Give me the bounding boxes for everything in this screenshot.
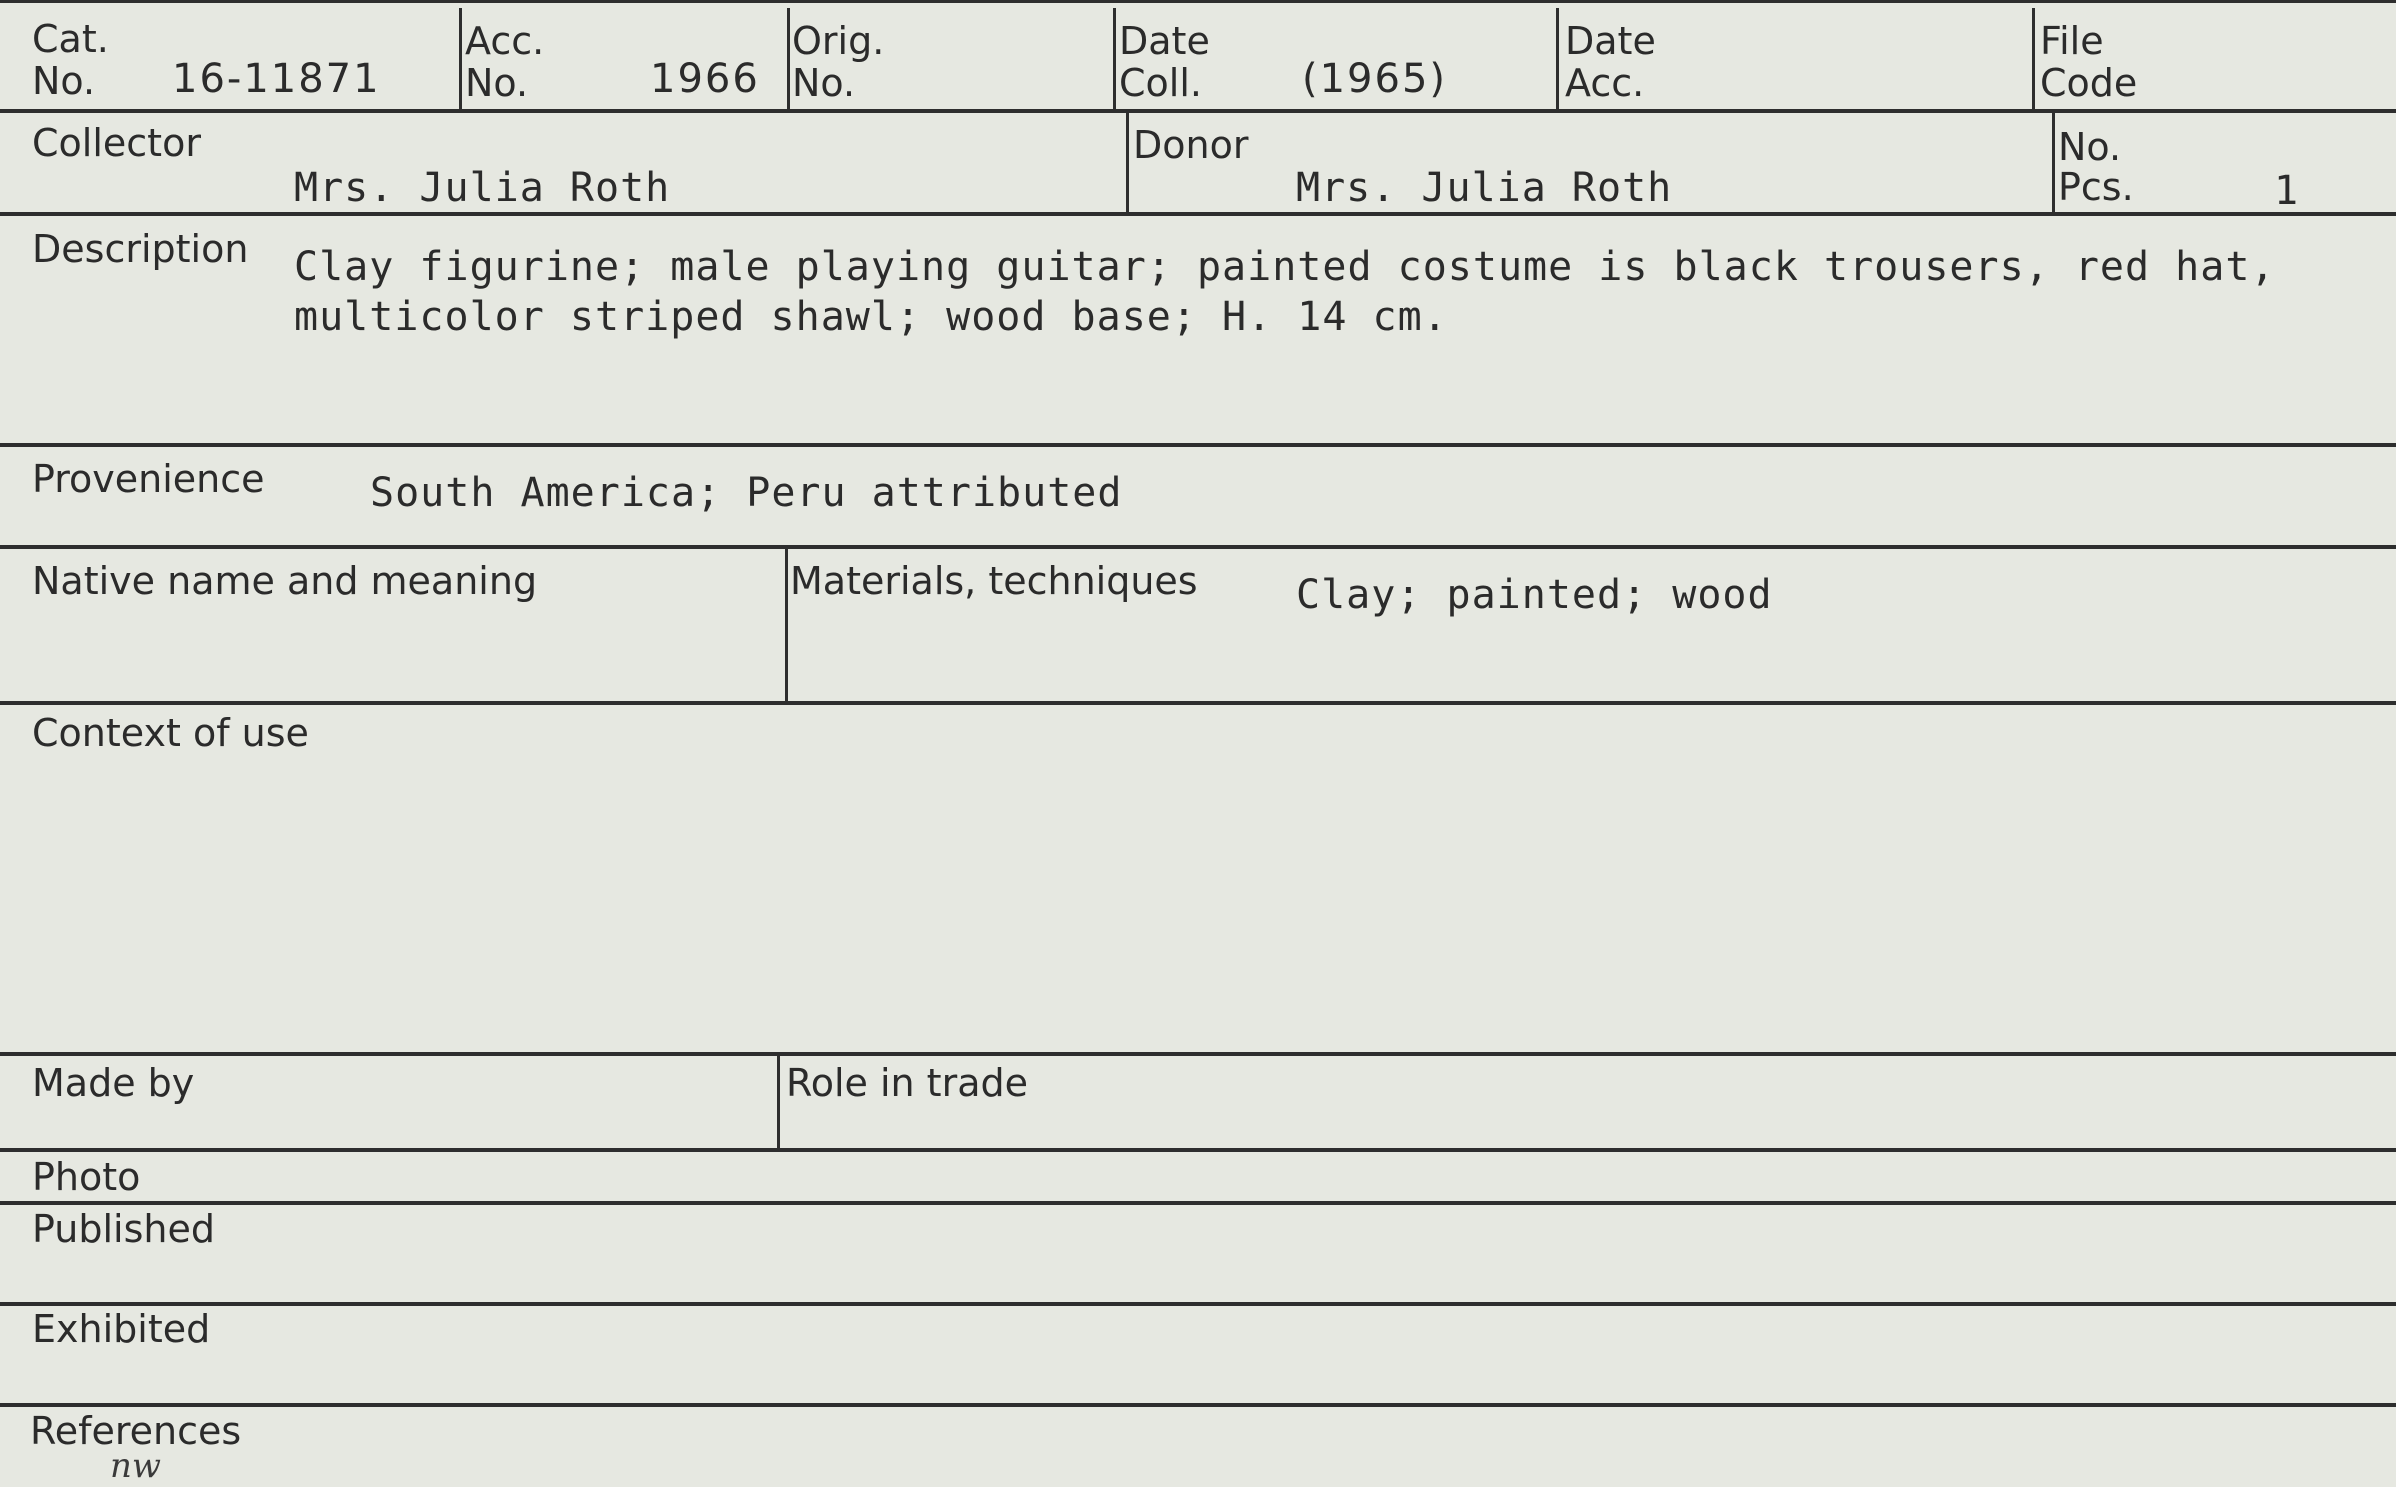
collector-value: Mrs. Julia Roth	[294, 165, 671, 211]
donor-label: Donor	[1133, 123, 1249, 167]
rule-provenience-bottom	[0, 545, 2396, 549]
provenience-value: South America; Peru attributed	[370, 470, 1123, 516]
cat-no-label-line2: No.	[32, 59, 96, 103]
published-label: Published	[32, 1207, 215, 1251]
vrule-native-materials	[785, 547, 788, 703]
vrule-madeby-role	[777, 1054, 780, 1150]
rule-published-bottom	[0, 1302, 2396, 1306]
photo-label: Photo	[32, 1155, 141, 1199]
rule-madeby-bottom	[0, 1148, 2396, 1152]
acc-no-label-line2: No.	[465, 61, 529, 105]
made-by-label: Made by	[32, 1061, 195, 1105]
file-code-label-line1: File	[2040, 19, 2104, 63]
orig-no-label-line2: No.	[792, 61, 856, 105]
rule-header-bottom	[0, 109, 2396, 113]
description-value: Clay figurine; male playing guitar; painted costume is black trousers, red hat, multicolor striped shawl; wood base; H. 14 cm.	[294, 244, 2301, 340]
exhibited-label: Exhibited	[32, 1307, 211, 1351]
cat-no-label-line1: Cat.	[32, 17, 109, 61]
rule-photo-bottom	[0, 1201, 2396, 1205]
pieces-value: 1	[2274, 168, 2300, 214]
orig-no-label-line1: Orig.	[792, 19, 885, 63]
rule-description-bottom	[0, 443, 2396, 447]
date-coll-label-line1: Date	[1119, 19, 1210, 63]
handwritten-initials: nw	[110, 1446, 161, 1486]
acc-no-label-line1: Acc.	[465, 19, 545, 63]
pieces-label-line2: Pcs.	[2058, 165, 2134, 209]
vrule-acc-orig	[787, 8, 790, 111]
rule-top	[0, 0, 2396, 3]
date-acc-label-line1: Date	[1565, 19, 1656, 63]
rule-exhibited-bottom	[0, 1403, 2396, 1407]
acc-no-value: 1966	[650, 56, 760, 102]
date-acc-label-line2: Acc.	[1565, 61, 1645, 105]
cat-no-value: 16-11871	[172, 56, 381, 102]
rule-native-bottom	[0, 701, 2396, 705]
file-code-label-line2: Code	[2040, 61, 2138, 105]
references-label: References	[30, 1409, 242, 1453]
pieces-label-line1: No.	[2058, 125, 2122, 169]
native-name-label: Native name and meaning	[32, 559, 538, 603]
donor-value: Mrs. Julia Roth	[1296, 165, 1673, 211]
materials-value: Clay; painted; wood	[1296, 572, 1773, 618]
collector-label: Collector	[32, 121, 201, 165]
vrule-dateacc-filecode	[2032, 8, 2035, 111]
vrule-orig-datecoll	[1113, 8, 1116, 111]
vrule-cat-acc	[459, 8, 462, 111]
description-label: Description	[32, 227, 249, 271]
date-coll-label-line2: Coll.	[1119, 61, 1202, 105]
vrule-collector-donor	[1126, 112, 1129, 214]
vrule-donor-pcs	[2052, 112, 2055, 214]
context-label: Context of use	[32, 711, 309, 755]
date-coll-value: (1965)	[1302, 56, 1448, 102]
provenience-label: Provenience	[32, 457, 265, 501]
role-in-trade-label: Role in trade	[786, 1061, 1028, 1105]
rule-context-bottom	[0, 1052, 2396, 1056]
materials-label: Materials, techniques	[790, 559, 1198, 603]
vrule-datecoll-dateacc	[1556, 8, 1559, 111]
